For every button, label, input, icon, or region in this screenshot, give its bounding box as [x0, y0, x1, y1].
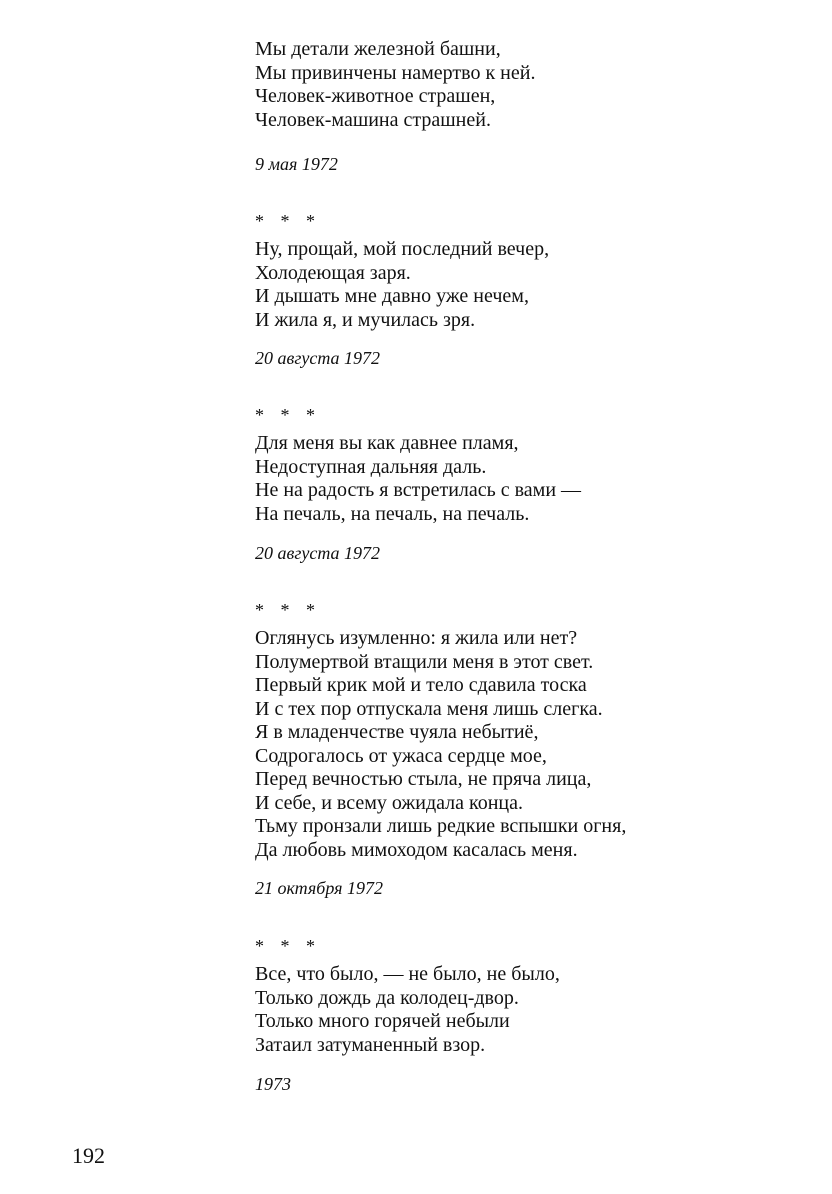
poem-line: И жила я, и мучилась зря. [255, 308, 476, 331]
poem-line: Недоступная дальняя даль. [255, 455, 487, 478]
poem-line: Только много горячей небыли [255, 1010, 510, 1032]
section-separator: * * * [255, 936, 321, 956]
poem-4-date: 21 октября 1972 [255, 878, 383, 898]
section-separator: * * * [255, 600, 321, 620]
section-separator: * * * [255, 405, 321, 425]
poem-5-date: 1973 [255, 1074, 291, 1094]
poem-line: Ну, прощай, мой последний вечер, [255, 238, 550, 260]
poem-line: Только дождь да колодец-двор. [255, 986, 519, 1009]
poem-1 [255, 38, 775, 132]
poem-line: Все, что было, — не было, не было, [255, 963, 560, 985]
poem-line: Не на радость я встретилась с вами — [255, 479, 582, 501]
poem-line: На печаль, на печаль, на печаль. [255, 502, 530, 525]
poem-3 [255, 432, 775, 526]
poem-line: И себе, и всему ожидала конца. [255, 791, 524, 814]
section-separator: * * * [255, 211, 321, 231]
poem-line: Для меня вы как давнее пламя, [255, 432, 519, 454]
poem-line: Я в младенчестве чуяла небытиё, [255, 721, 539, 743]
poem-1-date: 9 мая 1972 [255, 154, 338, 174]
poem-line: Да любовь мимоходом касалась меня. [255, 838, 578, 861]
poem-line: Человек-машина страшней. [255, 108, 491, 131]
page-number: 192 [72, 1143, 105, 1168]
poem-line: Холодеющая заря. [255, 261, 411, 284]
poem-line: И с тех пор отпускала меня лишь слегка. [255, 697, 603, 720]
poem-line: Затаил затуманенный взор. [255, 1033, 486, 1056]
poem-line: Первый крик мой и тело сдавила тоска [255, 674, 587, 696]
poem-2 [255, 238, 775, 332]
poem-line: Мы детали железной башни, [255, 38, 501, 60]
poem-line: Мы привинчены намертво к ней. [255, 61, 536, 84]
poem-line: Полумертвой втащили меня в этот свет. [255, 650, 594, 673]
poem-line: Содрогалось от ужаса сердце мое, [255, 744, 547, 767]
poem-line: Перед вечностью стыла, не пряча лица, [255, 768, 592, 790]
poem-4 [255, 627, 775, 862]
poem-5 [255, 963, 775, 1057]
poem-line: Человек-животное страшен, [255, 85, 496, 107]
poem-2-date: 20 августа 1972 [255, 348, 381, 368]
poem-line: И дышать мне давно уже нечем, [255, 285, 529, 307]
poem-line: Тьму пронзали лишь редкие вспышки огня, [255, 815, 627, 837]
poem-3-date: 20 августа 1972 [255, 543, 381, 563]
poem-line: Оглянусь изумленно: я жила или нет? [255, 627, 578, 649]
